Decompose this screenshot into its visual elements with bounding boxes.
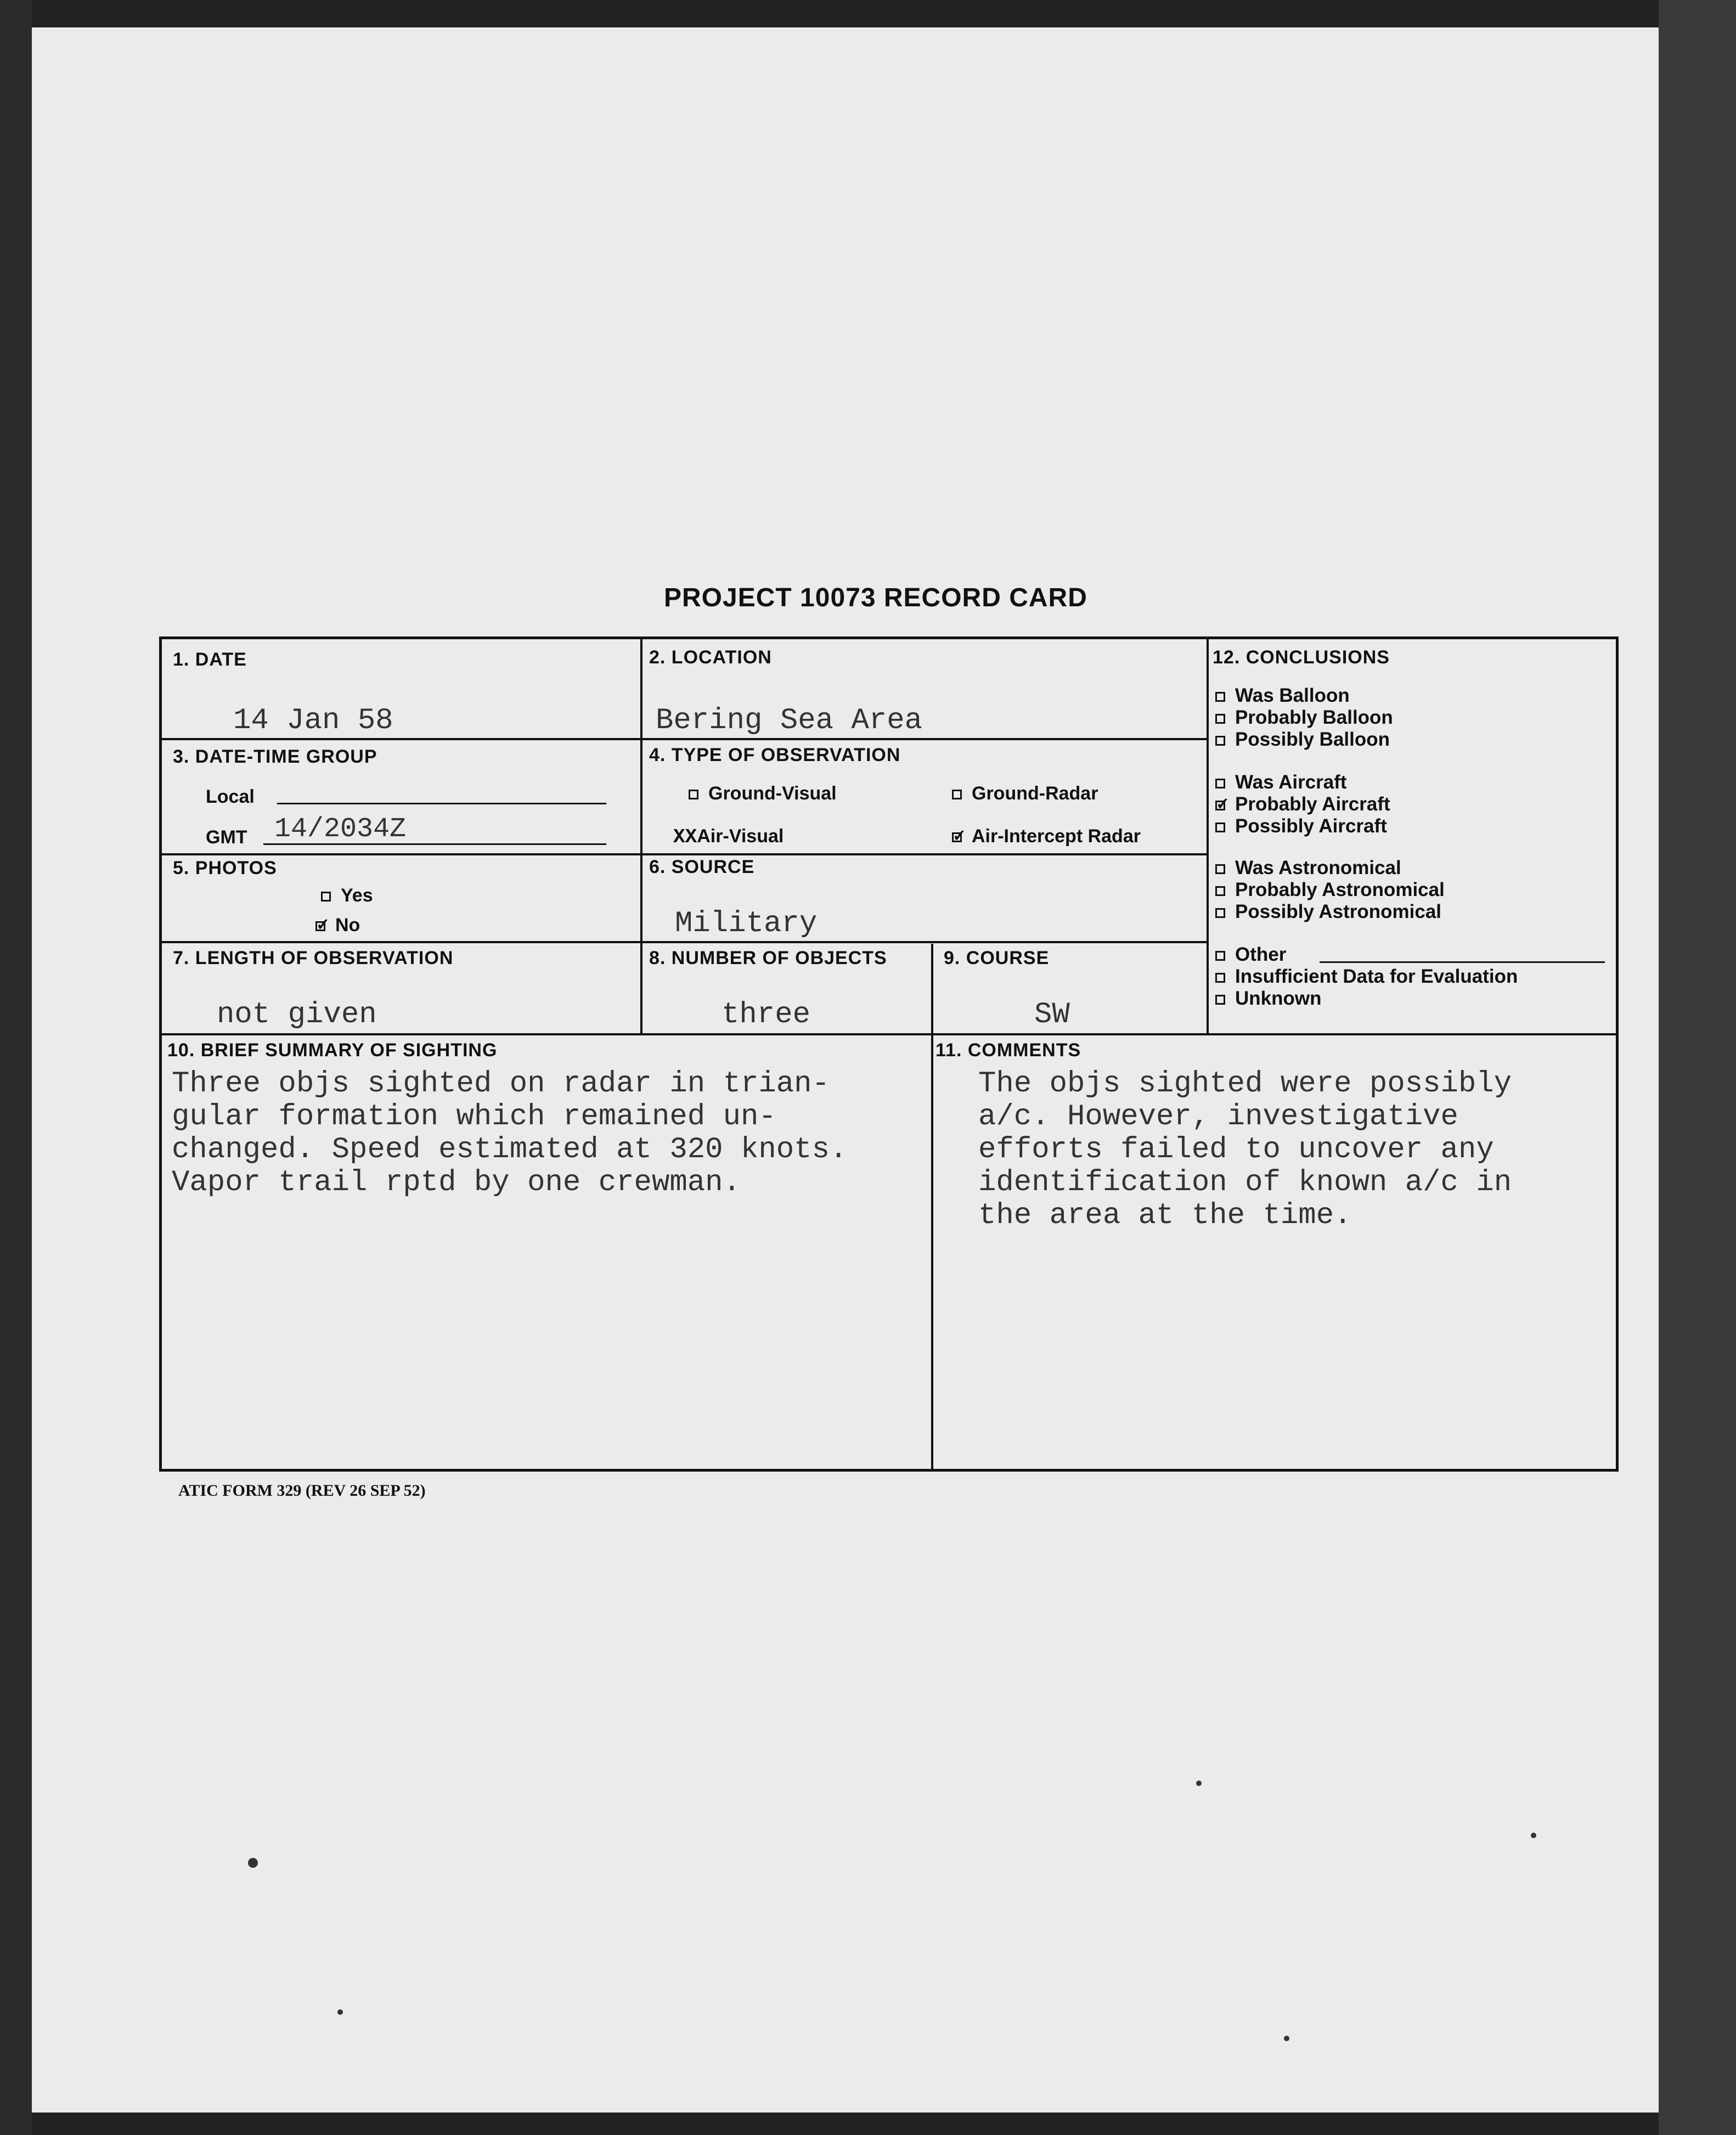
divider-h-2 xyxy=(162,853,1207,855)
film-speck xyxy=(1196,1781,1202,1786)
checkbox-was-balloon[interactable] xyxy=(1215,692,1225,702)
checkbox-air-intercept-radar[interactable] xyxy=(952,832,962,842)
obs-air-visual: XXAir-Visual xyxy=(673,826,784,848)
film-speck xyxy=(337,2009,343,2015)
film-speck xyxy=(1284,2036,1289,2041)
source-label: 6. SOURCE xyxy=(649,857,755,877)
divider-h-3 xyxy=(162,941,1207,943)
card-title: PROJECT 10073 RECORD CARD xyxy=(664,583,1087,612)
conclusion-probably-aircraft: ✓Probably Aircraft xyxy=(1215,793,1390,815)
summary-line: gular formation which remained un- xyxy=(172,1100,776,1134)
air-visual-typed-mark[interactable]: XX xyxy=(673,826,697,848)
gmt-value: 14/2034Z xyxy=(274,814,407,845)
conclusion-probably-balloon: Probably Balloon xyxy=(1215,707,1393,729)
checkbox-probably-aircraft[interactable] xyxy=(1215,801,1225,810)
checkbox-possibly-aircraft[interactable] xyxy=(1215,823,1225,832)
conclusion-was-aircraft: Was Aircraft xyxy=(1215,771,1347,793)
conclusions-label: 12. CONCLUSIONS xyxy=(1213,647,1390,668)
conclusion-insufficient-data: Insufficient Data for Evaluation xyxy=(1215,966,1518,988)
conclusion-possibly-balloon: Possibly Balloon xyxy=(1215,729,1390,751)
divider-h-4 xyxy=(162,1033,1616,1035)
checkbox-possibly-balloon[interactable] xyxy=(1215,736,1225,746)
checkbox-probably-astronomical[interactable] xyxy=(1215,886,1225,896)
checkbox-other[interactable] xyxy=(1215,951,1225,961)
gmt-label: GMT xyxy=(206,827,247,848)
source-value: Military xyxy=(675,907,818,940)
conclusion-was-astronomical: Was Astronomical xyxy=(1215,857,1401,879)
checkbox-unknown[interactable] xyxy=(1215,995,1225,1005)
divider-v-right xyxy=(1207,639,1209,1033)
film-speck xyxy=(248,1858,258,1868)
comments-line: efforts failed to uncover any xyxy=(978,1133,1494,1167)
number-of-objects-label: 8. NUMBER OF OBJECTS xyxy=(649,948,887,968)
obs-ground-radar: Ground-Radar xyxy=(952,783,1098,804)
summary-line: Vapor trail rptd by one crewman. xyxy=(172,1166,741,1199)
photos-label: 5. PHOTOS xyxy=(173,858,277,878)
local-label: Local xyxy=(206,786,255,807)
checkbox-photos-yes[interactable] xyxy=(321,892,331,902)
checkbox-possibly-astronomical[interactable] xyxy=(1215,908,1225,918)
conclusion-unknown: Unknown xyxy=(1215,988,1321,1010)
film-border-right xyxy=(1659,0,1736,2135)
summary-line: changed. Speed estimated at 320 knots. xyxy=(172,1133,848,1167)
other-underline xyxy=(1320,961,1605,963)
photos-no: ✓No xyxy=(315,915,360,936)
photos-yes: Yes xyxy=(321,885,373,906)
checkbox-insufficient-data[interactable] xyxy=(1215,973,1225,983)
summary-line: Three objs sighted on radar in trian- xyxy=(172,1067,830,1101)
checkbox-was-astronomical[interactable] xyxy=(1215,864,1225,874)
date-time-group-label: 3. DATE-TIME GROUP xyxy=(173,746,377,767)
record-card-frame xyxy=(159,636,1619,1472)
divider-h-1 xyxy=(162,738,1207,740)
conclusion-possibly-aircraft: Possibly Aircraft xyxy=(1215,815,1387,837)
location-value: Bering Sea Area xyxy=(656,704,923,737)
checkbox-photos-no[interactable] xyxy=(315,921,325,931)
divider-v-mid xyxy=(931,944,933,1471)
local-underline xyxy=(277,803,606,804)
date-value: 14 Jan 58 xyxy=(233,704,393,737)
obs-ground-visual: Ground-Visual xyxy=(689,783,837,804)
divider-v-left xyxy=(640,639,642,1033)
conclusion-other: Other xyxy=(1215,944,1286,966)
summary-label: 10. BRIEF SUMMARY OF SIGHTING xyxy=(167,1040,498,1061)
course-label: 9. COURSE xyxy=(944,948,1050,968)
course-value: SW xyxy=(1034,998,1070,1032)
length-label: 7. LENGTH OF OBSERVATION xyxy=(173,948,454,968)
location-label: 2. LOCATION xyxy=(649,647,772,668)
comments-line: The objs sighted were possibly xyxy=(978,1067,1512,1101)
date-label: 1. DATE xyxy=(173,649,247,670)
comments-line: identification of known a/c in xyxy=(978,1166,1512,1199)
film-border-left xyxy=(0,0,32,2135)
checkbox-was-aircraft[interactable] xyxy=(1215,779,1225,788)
number-of-objects-value: three xyxy=(722,998,811,1032)
obs-air-intercept-radar: ✓ Air-Intercept Radar xyxy=(952,826,1141,847)
comments-line: a/c. However, investigative xyxy=(978,1100,1458,1134)
checkbox-probably-balloon[interactable] xyxy=(1215,714,1225,724)
comments-line: the area at the time. xyxy=(978,1199,1352,1232)
comments-label: 11. COMMENTS xyxy=(935,1040,1081,1061)
checkbox-ground-visual[interactable] xyxy=(689,790,698,799)
film-speck xyxy=(1531,1833,1536,1838)
conclusion-possibly-astronomical: Possibly Astronomical xyxy=(1215,901,1441,923)
conclusion-was-balloon: Was Balloon xyxy=(1215,685,1350,707)
type-of-observation-label: 4. TYPE OF OBSERVATION xyxy=(649,745,901,765)
form-id: ATIC FORM 329 (REV 26 SEP 52) xyxy=(178,1481,426,1500)
conclusion-probably-astronomical: Probably Astronomical xyxy=(1215,879,1445,901)
checkbox-ground-radar[interactable] xyxy=(952,790,962,799)
length-value: not given xyxy=(217,998,377,1032)
